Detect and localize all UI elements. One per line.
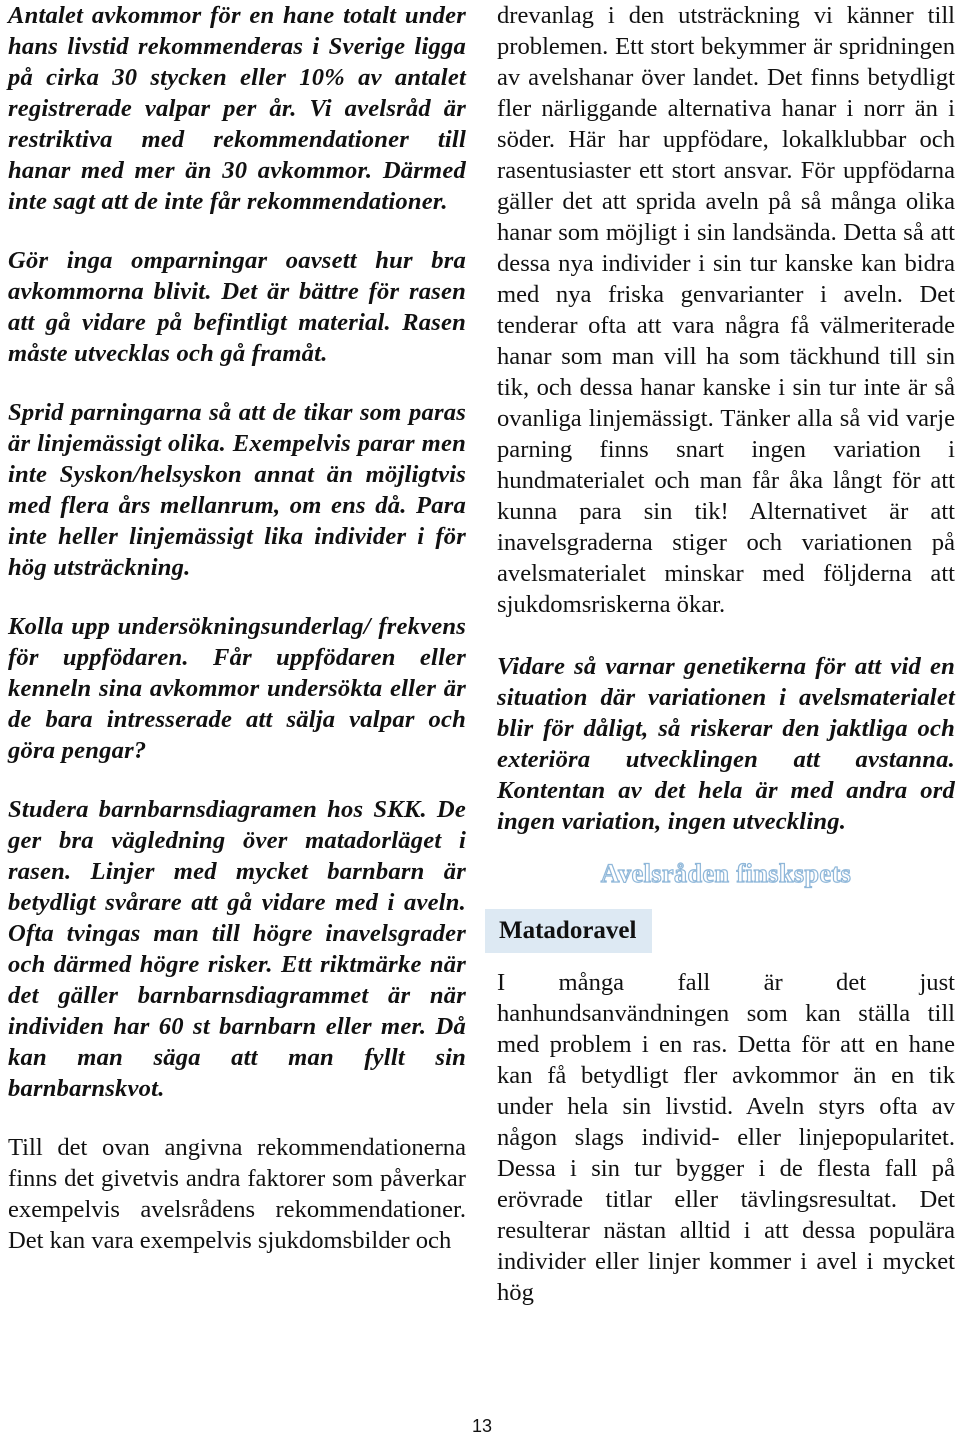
paragraph-matador-breeding: I många fall är det just hanhundsanvändningen som kan ställa till med problem i en ras. Detta för att en hane kan få betydligt fler avkommor än en tik under hela sin livstid. Aveln styrs ofta av någon slags individ- eller linjepopularitet. Dessa i sin tur bygger i de flesta fall på erövrade titlar eller tävlingsresultat. Det resulterar nästan alltid i att dessa populära individer eller linjer kommer i avel i mycket hög	[497, 969, 955, 1306]
right-column	[497, 0, 955, 1308]
signature-breeding-council: Avelsråden finskspets	[600, 859, 852, 888]
paragraph-spread-matings: Sprid parningarna så att de tikar som paras är linjemässigt olika. Exempelvis parar men inte Syskon/helsyskon annat än möjligtvis med flera års mellanrum, om ens då. Para inte heller linjemässigt lika individer i för hög utsträckning.	[8, 399, 466, 581]
paragraph-offspring-limit: Antalet avkommor för en hane totalt under hans livstid rekommenderas i Sverige ligga på cirka 30 stycken eller 10% av antalet registrerade valpar per år. Vi avelsråd är restriktiva med rekommendationer till hanar med mer än 30 avkommor. Därmed inte sagt att de inte får rekommendationer.	[8, 2, 466, 215]
paragraph-check-breeder: Kolla upp undersökningsunderlag/ frekvens för uppfödaren. Får uppfödaren eller kenneln sina avkommor undersökta eller är de bara intresserade att sälja valpar och göra pengar?	[8, 613, 466, 764]
section-heading: Matadoravel	[485, 909, 652, 953]
left-column	[8, 0, 466, 1256]
paragraph-other-factors: Till det ovan angivna rekommendationerna finns det givetvis andra faktorer som påverkar exempelvis avelsrådens rekommendationer. Det kan vara exempelvis sjukdomsbilder och	[8, 1134, 466, 1254]
paragraph-no-repeat-matings: Gör inga omparningar oavsett hur bra avkommorna blivit. Det är bättre för rasen att gå vidare på befintligt material. Rasen måste utvecklas och gå framåt.	[8, 247, 466, 367]
page-number: 13	[472, 1416, 493, 1436]
paragraph-grandchildren-diagram: Studera barnbarnsdiagramen hos SKK. De ger bra vägledning över matadorläget i rasen. Linjer med mycket barnbarn är betydligt svårare att gå vidare med i aveln. Ofta tvingas man till högre inavelsgrader och därmed högre risker. Ett riktmärke när det gäller barnbarnsdiagrammet är när individen har 60 st barnbarn eller mer. Då kan man säga att man fyllt sin barnbarnskvot.	[8, 796, 466, 1102]
paragraph-geneticists-warning: Vidare så varnar genetikerna för att vid en situation där variationen i avelsmaterialet blir för dåligt, så riskerar den jaktliga och exteriöra utvecklingen att avstanna. Kontentan av det hela är med andra ord ingen variation, ingen utveckling.	[497, 653, 955, 835]
paragraph-spread-sires: drevanlag i den utsträckning vi känner till problemen. Ett stort bekymmer är spridningen av avelshanar över landet. Det finns betydligt fler närliggande alternativa hanar i norr än i söder. Här har uppfödare, lokalklubbar och rasentusiaster ett stort ansvar. För uppfödarna gäller det att sprida aveln på så många olika hanar som möjligt i sin landsända. Detta så att dessa nya individer i sin tur kanske kan bidra med nya friska genvarianter i aveln. Det tenderar ofta att vara några få välmeriterade hanar som man vill ha som täckhund till sin tik, och dessa hanar kanske i sin tur inte är så ovanliga linjemässigt. Tänker alla så vid varje parning finns snart ingen variation i hundmaterialet och man får åka långt för att kunna para sin tik! Alternativet är att inavelsgraderna stiger och variationen på avelsmaterialet minskar med följderna att sjukdomsriskerna ökar.	[497, 2, 955, 618]
